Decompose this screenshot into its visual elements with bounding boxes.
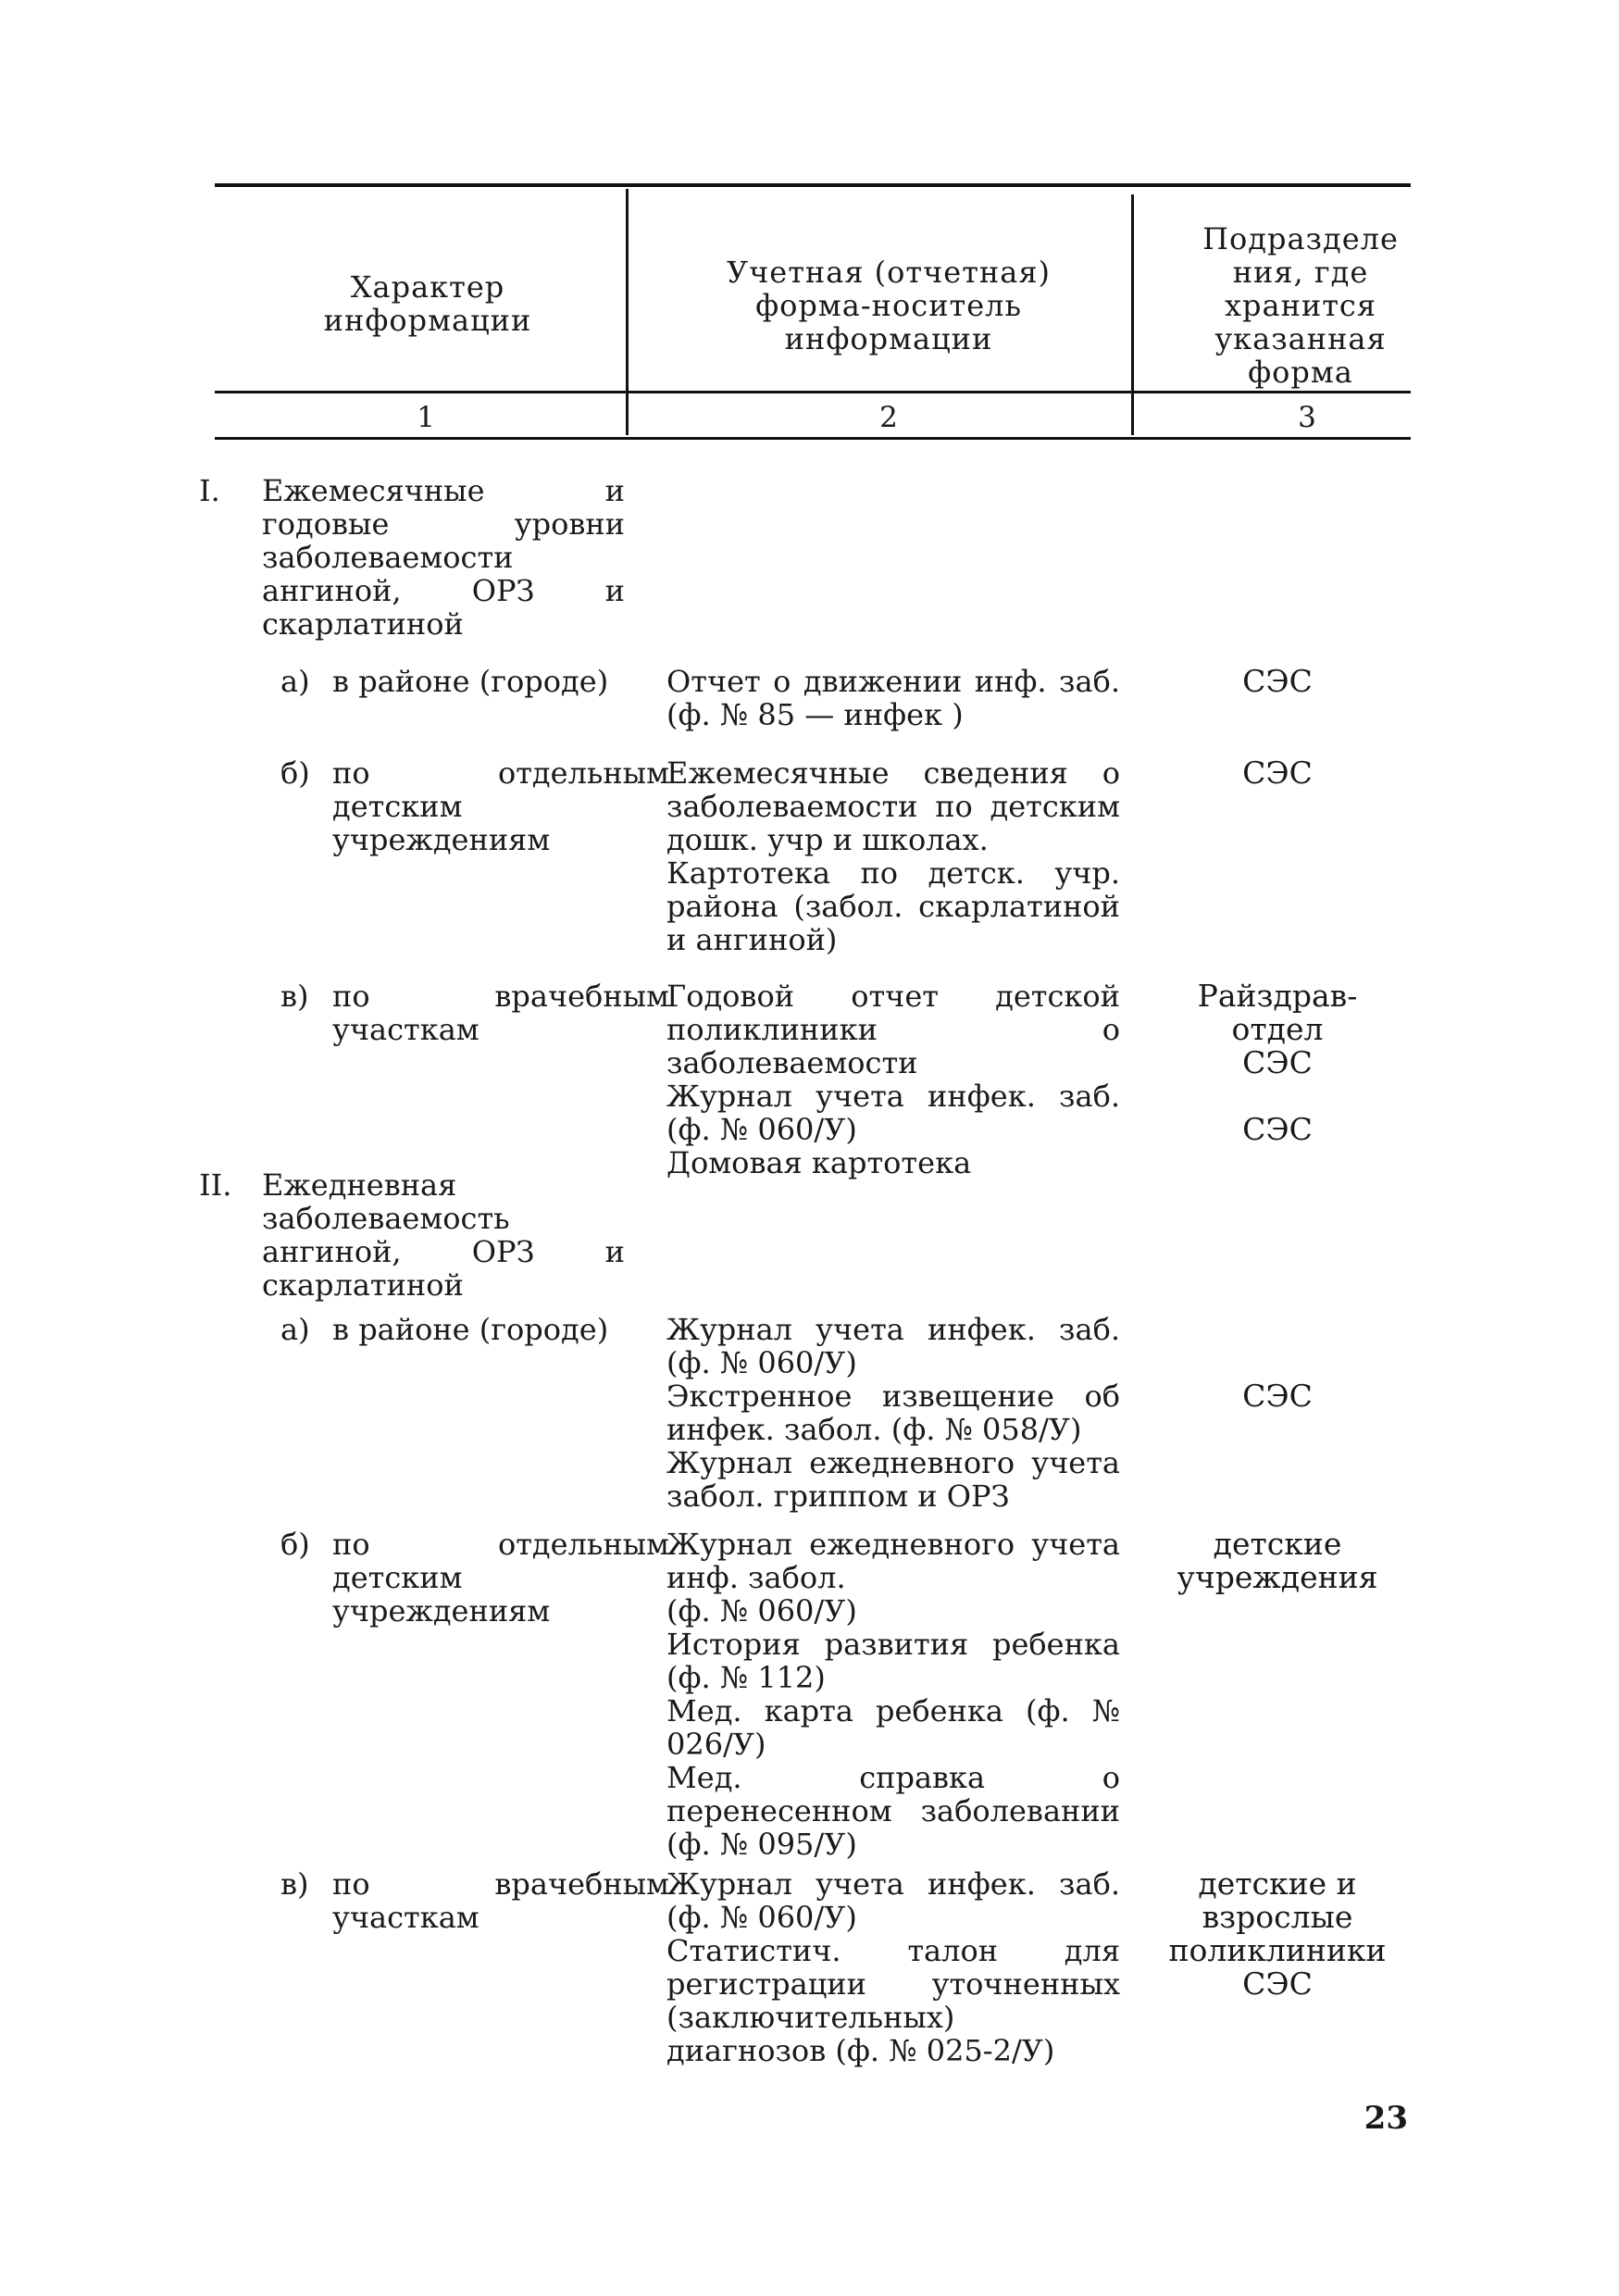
unit-entry: СЭС [1242,1378,1313,1414]
unit-entry: СЭС [1242,1111,1313,1147]
page-number: 23 [1364,2100,1408,2137]
header-col2-number: 2 [879,401,898,434]
section-2-row-b-forms [666,1528,1120,1861]
unit-entry: СЭС [1242,663,1313,699]
header-bottom-rule [215,391,1411,393]
section-1-row-b-forms [666,756,1120,956]
unit-entry: СЭС [1242,1965,1313,2002]
section-2-row-c: в) по врачебным участкам [280,1866,669,1935]
header-col3-title: Подразделения, где хранится указанная форма [1202,221,1399,390]
form-entry: (ф. № 060/У) [666,1593,857,1628]
form-entry: Журнал ежедневного учета инф. забол. [666,1527,1120,1595]
unit-entry: Райздрав- [1197,978,1358,1014]
section-2-row-a: а) в районе (городе) [280,1312,609,1347]
unit-entry: учреждения [1177,1559,1378,1595]
header-col1-number: 1 [417,401,435,434]
form-entry: Журнал ежедневного учета забол. гриппом и ОРЗ [666,1445,1120,1514]
form-entry: Журнал учета инфек. заб. (ф. № 060/У) [666,1312,1120,1380]
header-col2-title: Учетная (отчетная) форма-носитель информации [726,255,1051,356]
form-entry: Экстренное извещение об инфек. забол. (ф. № 058/У) [666,1379,1120,1447]
form-entry: Статистич. талон для регистрации уточненных (заключительных) диагнозов (ф. № 025-2/У) [666,1933,1120,2068]
unit-entry: поликлиники [1168,1932,1387,1968]
form-entry: Мед. справка о перенесенном заболевании (ф. № 095/У) [666,1760,1120,1862]
unit-entry: отдел [1231,1011,1324,1047]
unit-entry: СЭС [1242,1044,1313,1080]
section-2-row-a-forms [666,1313,1120,1513]
section-2-row-c-forms [666,1867,1120,2067]
section-2-row-a-units [1148,1379,1407,1413]
form-entry: Мед. карта ребенка (ф. № 026/У) [666,1693,1120,1762]
form-entry: Журнал учета инфек. заб. (ф. № 060/У) [666,1866,1120,1935]
section-1-row-a: а) в районе (городе) [280,664,609,699]
section-1-row-c-units [1148,980,1407,1146]
form-entry: Отчет о движении инф. заб. (ф. № 85 — инфек ) [666,664,1120,732]
section-1-row-a-forms [666,665,1120,731]
section-1-row-b-units [1148,756,1407,790]
form-entry: История развития ребенка (ф. № 112) [666,1627,1120,1695]
unit-entry: детские и [1198,1866,1357,1902]
unit-entry: СЭС [1242,755,1313,791]
header-col1-title: Характер информации [323,269,532,338]
form-entry: Картотека по детск. учр. района (забол. скарлатиной и ангиной) [666,855,1120,957]
form-entry: Годовой отчет детской поликлиники о заболеваемости [666,979,1120,1080]
table-top-rule [215,183,1411,187]
header-divider-1 [626,189,629,435]
header-col3-number: 3 [1298,401,1316,434]
form-entry: Ежемесячные сведения о заболеваемости по детским дошк. учр и школах. [666,755,1120,857]
section-1-row-b: б) по отдельным детским учреждениям [280,755,669,857]
section-2-row-b: б) по отдельным детским учреждениям [280,1527,669,1628]
unit-entry: детские [1213,1526,1342,1562]
unit-entry: взрослые [1202,1899,1353,1935]
section-2-title: II. Ежедневная заболеваемость ангиной, ОРЗ и скарлатиной [199,1167,625,1303]
section-1-title: I. Ежемесячные и годовые уровни заболеваемости ангиной, ОРЗ и скарлатиной [199,473,625,642]
section-1-row-c: в) по врачебным участкам [280,979,669,1047]
section-1-row-c-forms [666,980,1120,1179]
numbers-bottom-rule [215,437,1411,440]
section-1-row-a-units [1148,665,1407,698]
section-2-row-c-units [1148,1867,1407,2001]
form-entry: Домовая картотека [666,1145,972,1180]
form-entry: Журнал учета инфек. заб. (ф. № 060/У) [666,1079,1120,1147]
header-divider-2 [1131,194,1134,435]
section-2-row-b-units [1148,1528,1407,1594]
